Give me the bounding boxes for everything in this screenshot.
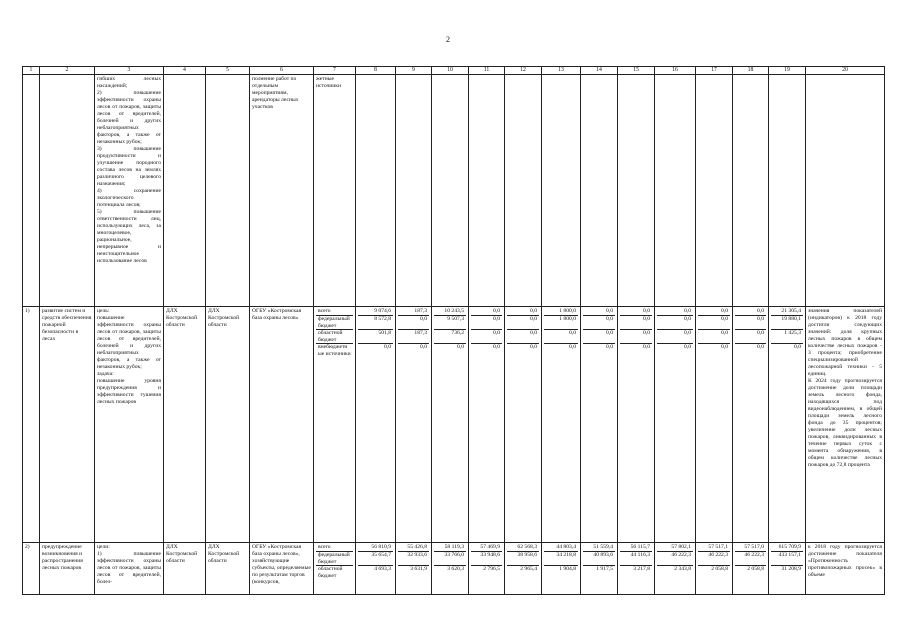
year-values <box>618 307 655 543</box>
year-values <box>542 307 581 543</box>
year-values <box>505 307 542 543</box>
total-values <box>769 543 806 595</box>
value-cell: 57 517,1 <box>698 544 730 552</box>
year-values <box>733 543 769 595</box>
value-cell: 35 654,7 <box>358 552 393 566</box>
value-cell: 1 800,0 <box>544 316 578 330</box>
goal-text: цель: повышение эффективности охраны лесов от пожаров, защиты лесов от вредителей, болезней и других неблагоприятных факторов, а также от незаконных рубок; задача: повышение уровня предупреждения и эффективности тушения лесных пожаров <box>95 307 164 543</box>
value-cell: 187,3 <box>398 330 429 344</box>
funding-sources <box>314 543 356 595</box>
year-values <box>356 307 396 543</box>
source-label: областной бюджет <box>318 565 343 579</box>
value-cell: 56 115,7 <box>620 544 652 552</box>
value-cell: 31 208,9 <box>781 565 801 572</box>
year-values <box>469 543 505 595</box>
value-cell: 501,8 <box>358 330 393 344</box>
source-label: всего <box>316 308 353 316</box>
value-cell: 19 880,1 <box>771 316 803 330</box>
value-cell: 0,0 <box>684 343 691 350</box>
year-values <box>696 543 733 595</box>
page-number: 2 <box>446 35 450 44</box>
total-values <box>769 307 806 543</box>
funding-sources <box>314 307 356 543</box>
value-cell: 1 425,3 <box>771 330 803 344</box>
value-cell: 0,0 <box>698 330 730 344</box>
column-number-row <box>23 67 885 75</box>
value-cell: 0,0 <box>471 308 502 316</box>
source-label: внебюджетные источники <box>318 343 351 357</box>
column-number: 8 <box>356 67 396 75</box>
year-values <box>469 307 505 543</box>
value-cell: 21 305,4 <box>771 308 803 316</box>
value-cell: 1 800,0 <box>544 308 578 316</box>
column-number: 11 <box>469 67 505 75</box>
value-cell: 46 222,3 <box>698 552 730 566</box>
column-number: 19 <box>769 67 806 75</box>
value-cell: 0,0 <box>384 343 391 350</box>
year-values <box>581 543 618 595</box>
value-cell: 44 116,3 <box>620 552 652 566</box>
year-values <box>432 307 469 543</box>
value-cell: 1 904,8 <box>559 565 576 572</box>
value-cell: 0,0 <box>493 343 500 350</box>
value-cell: 736,2 <box>434 330 466 344</box>
participants: ОГБУ «Костромская база охраны лесов» <box>250 307 314 543</box>
year-values <box>696 307 733 543</box>
value-cell: 56 810,9 <box>358 544 393 552</box>
year-values <box>655 543 696 595</box>
value-cell: 3 620,3 <box>447 565 464 572</box>
column-number: 12 <box>505 67 542 75</box>
year-values <box>581 307 618 543</box>
value-cell: 0,0 <box>507 330 539 344</box>
value-cell: 33 948,6 <box>471 552 502 566</box>
source-label: всего <box>316 544 353 552</box>
expected-result: значения показателей (индикаторов) к 2018 году достигли следующих значений: доля крупных лесных пожаров в общем количестве лесных пожаров - 3 процента; приобретение специализированной лесопожарной техники - 5 единиц. К 2024 году прогнозируется достижение доли площади земель лесного фонда, находящихся под видеонаблюдением, в общей площади земель лесного фонда до 35 процентов; увеличение доли лесных пожаров, ликвидированных в течение первых суток с момента обнаружения, в общем количестве лесных пожаров до 72,8 процента <box>806 307 885 543</box>
column-number: 2 <box>40 67 95 75</box>
value-cell: 0,0 <box>657 308 693 316</box>
value-cell: 2 796,5 <box>483 565 500 572</box>
source-label: федеральный бюджет <box>316 316 353 330</box>
value-cell: 9 074,6 <box>358 308 393 316</box>
value-cell: 38 958,6 <box>507 552 539 566</box>
value-cell: 0,0 <box>735 308 766 316</box>
value-cell: 0,0 <box>530 343 537 350</box>
value-cell: 0,0 <box>398 316 429 330</box>
goals-text: гибших лесных насаждений; 2) повышение эффективности охраны лесов от пожаров, защиты лесов от вредителей, болезней и других неблагоприятных факторов, а также от незаконных рубок; 3) повышение продуктивности и улучшение породного состава лесов на землях различного целевого назначения; 4) сохранение экологического потенциала лесов; 5) повышение ответственности лиц, использующих леса, за многоцелевое, рациональное, непрерывное и неистощительное использование лесов <box>95 75 164 307</box>
value-cell: 2 343,8 <box>674 565 691 572</box>
value-cell: 57 802,1 <box>657 544 693 552</box>
column-number: 18 <box>733 67 769 75</box>
value-cell: 0,0 <box>606 343 613 350</box>
value-cell: 0,0 <box>698 316 730 330</box>
value-cell: 51 559,4 <box>583 544 615 552</box>
value-cell: 0,0 <box>757 343 764 350</box>
value-cell: 0,0 <box>583 330 615 344</box>
year-values <box>655 307 696 543</box>
column-number: 14 <box>581 67 618 75</box>
value-cell: 4 693,3 <box>374 565 391 572</box>
value-cell: 40 893,6 <box>583 552 615 566</box>
value-cell: 0,0 <box>471 330 502 344</box>
value-cell: 55 426,8 <box>398 544 429 552</box>
column-number: 1 <box>23 67 40 75</box>
value-cell: 3 217,8 <box>633 565 650 572</box>
value-cell: 0,0 <box>620 330 652 344</box>
year-values <box>542 543 581 595</box>
coordinator: ДЛХ Костромской области <box>164 543 206 595</box>
column-number: 7 <box>314 67 356 75</box>
value-cell: 32 933,6 <box>398 552 429 566</box>
table-row <box>23 307 885 543</box>
column-number: 20 <box>806 67 885 75</box>
value-cell: 0,0 <box>735 316 766 330</box>
executor: ДЛХ Костромской области <box>206 543 250 595</box>
column-number: 5 <box>206 67 250 75</box>
column-number: 3 <box>95 67 164 75</box>
value-cell: 2 058,8 <box>747 565 764 572</box>
value-cell: 10 243,5 <box>434 308 466 316</box>
year-values <box>356 543 396 595</box>
value-cell: 2 058,8 <box>711 565 728 572</box>
value-cell: 1 917,5 <box>596 565 613 572</box>
year-values <box>396 543 432 595</box>
year-values <box>432 543 469 595</box>
row-number: 2) <box>23 543 40 595</box>
value-cell: 0,0 <box>471 316 502 330</box>
column-number: 17 <box>696 67 733 75</box>
year-values <box>733 307 769 543</box>
value-cell: 0,0 <box>457 343 464 350</box>
value-cell: 0,0 <box>721 343 728 350</box>
value-cell: 0,0 <box>507 308 539 316</box>
source-text: жетные источники <box>314 75 356 307</box>
source-label: федеральный бюджет <box>316 552 353 566</box>
value-cell: 0,0 <box>620 308 652 316</box>
value-cell: 0,0 <box>698 308 730 316</box>
value-cell: 46 222,3 <box>657 552 693 566</box>
expected-result: к 2018 году прогнозируется достижение показателя «Протяженность противопожарных просек» в объеме <box>806 543 885 595</box>
coordinator: ДЛХ Костромской области <box>164 307 206 543</box>
column-number: 4 <box>164 67 206 75</box>
value-cell: 0,0 <box>507 316 539 330</box>
row-number: 1) <box>23 307 40 543</box>
value-cell: 0,0 <box>420 343 427 350</box>
value-cell: 187,3 <box>398 308 429 316</box>
value-cell: 33 766,0 <box>434 552 466 566</box>
value-cell: 58 119,3 <box>434 544 466 552</box>
value-cell: 0,0 <box>569 343 576 350</box>
value-cell: 9 507,3 <box>434 316 466 330</box>
value-cell: 3 631,9 <box>410 565 427 572</box>
value-cell: 44 803,4 <box>544 544 578 552</box>
measure-name: предупреждение возникновения и распространения лесных пожаров <box>40 543 95 595</box>
value-cell: 0,0 <box>657 330 693 344</box>
year-values <box>618 543 655 595</box>
column-number: 16 <box>655 67 696 75</box>
value-cell: 0,0 <box>544 330 578 344</box>
value-cell: 433 157,1 <box>771 552 803 566</box>
goal-text: цели: 1) повышение эффективности охраны лесов от пожаров, защиты лесов от вредителей, болез- <box>95 543 164 595</box>
value-cell: 0,0 <box>583 308 615 316</box>
value-cell: 615 709,9 <box>771 544 803 552</box>
table-row <box>23 543 885 595</box>
continuation-row <box>23 75 885 307</box>
value-cell: 0,0 <box>583 316 615 330</box>
year-values <box>505 543 542 595</box>
program-table <box>22 66 885 595</box>
value-cell: 0,0 <box>620 316 652 330</box>
value-cell: 0,0 <box>794 343 801 350</box>
value-cell: 57 469,9 <box>471 544 502 552</box>
participants-text: полнение работ по отдельным мероприятиям, арендаторы лесных участков <box>250 75 314 307</box>
participants: ОГБУ «Костромская база охраны лесов», хозяйствующие субъекты, определяемые по результатам торгов (конкурсов, <box>250 543 314 595</box>
column-number: 6 <box>250 67 314 75</box>
column-number: 10 <box>432 67 469 75</box>
source-label: областной бюджет <box>316 330 353 344</box>
value-cell: 0,0 <box>643 343 650 350</box>
value-cell: 2 965,4 <box>520 565 537 572</box>
column-number: 9 <box>396 67 432 75</box>
executor: ДЛХ Костромской области <box>206 307 250 543</box>
value-cell: 62 568,3 <box>507 544 539 552</box>
year-values <box>396 307 432 543</box>
value-cell: 0,0 <box>657 316 693 330</box>
column-number: 15 <box>618 67 655 75</box>
value-cell: 57 517,0 <box>735 544 766 552</box>
value-cell: 8 572,8 <box>358 316 393 330</box>
value-cell: 46 222,3 <box>735 552 766 566</box>
value-cell: 0,0 <box>735 330 766 344</box>
measure-name: развитие систем и средств обеспечения пожарной безопасности в лесах <box>40 307 95 543</box>
column-number: 13 <box>542 67 581 75</box>
value-cell: 34 218,8 <box>544 552 578 566</box>
